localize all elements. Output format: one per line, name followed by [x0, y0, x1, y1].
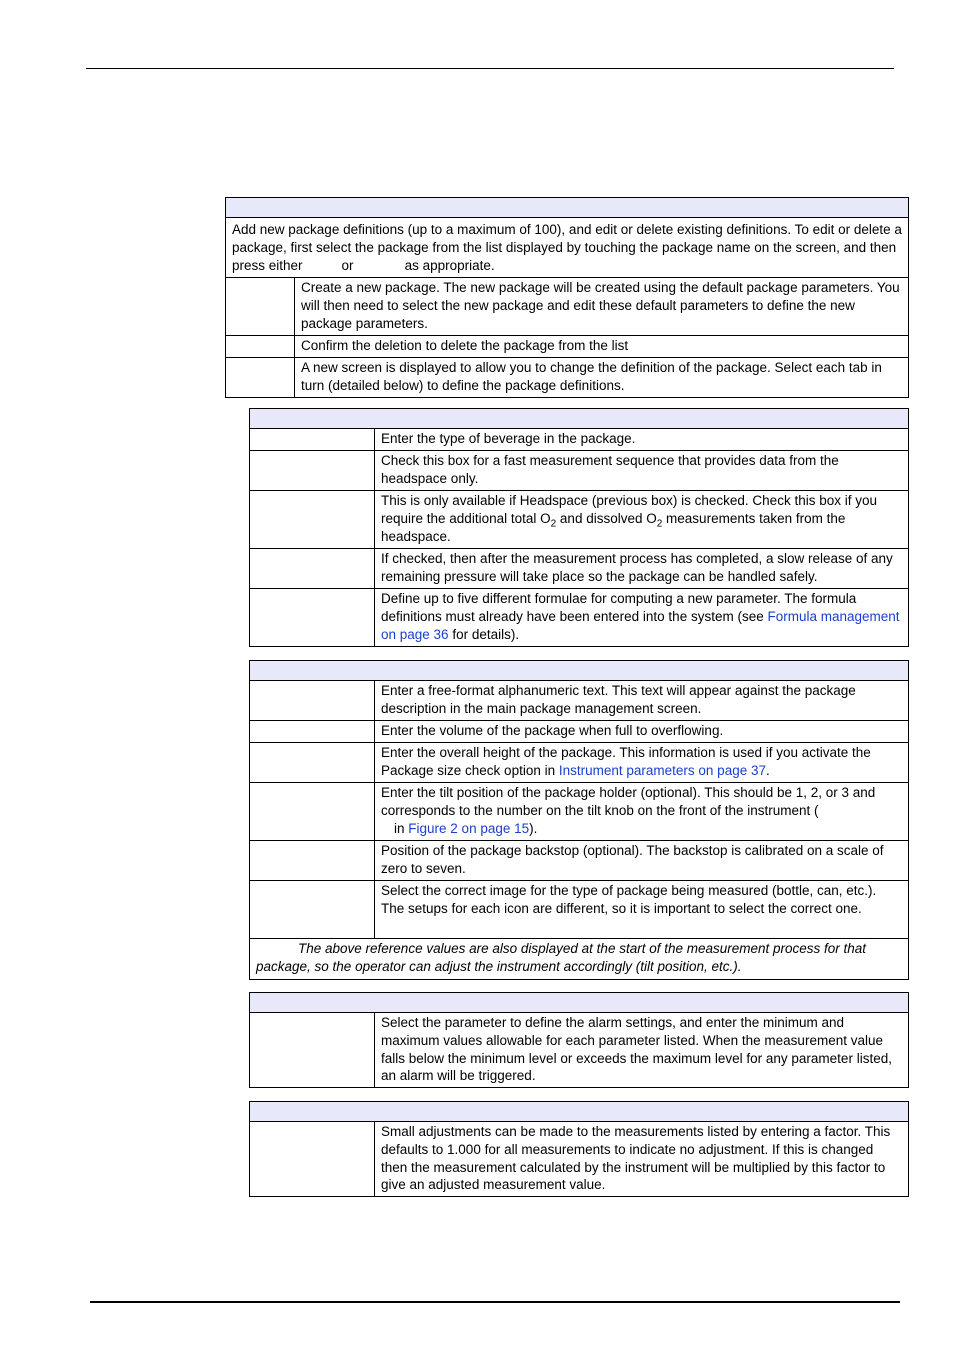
alarms-tab-header	[250, 993, 909, 1013]
alarms-tab-table	[249, 992, 909, 1088]
package-intro	[226, 218, 909, 278]
o2-text-a: This is only available if Headspace (previous box) is checked. Check this box if you require the additional total O	[381, 493, 877, 526]
tilt-description	[375, 783, 909, 841]
height-label-cell	[250, 743, 375, 783]
formulae-label-cell	[250, 589, 375, 647]
general-tab-header	[250, 409, 909, 429]
corrections-tab-header	[250, 1102, 909, 1122]
package-note	[250, 939, 909, 980]
formulae-after: for details).	[448, 626, 520, 642]
package-tab-table	[249, 660, 909, 980]
icon-label-cell	[250, 881, 375, 939]
figure-2-link[interactable]: Figure 2 on page 15	[408, 820, 530, 836]
package-intro-suffix: as appropriate.	[404, 257, 495, 273]
package-table-header	[226, 198, 909, 218]
description-description: Enter a free-format alphanumeric text. This text will appear against the package description in the main package management screen.	[375, 681, 909, 721]
alarms-description: Select the parameter to define the alarm settings, and enter the minimum and maximum values allowable for each parameter listed. When the measurement value falls below the minimum level or exceeds the maximum level for any parameter listed, an alarm will be triggered.	[375, 1013, 909, 1088]
headspace-extra-label-cell	[250, 491, 375, 549]
volume-description: Enter the volume of the package when full to overflowing.	[375, 721, 909, 743]
height-text: Enter the overall height of the package. This information is used if you activate the Package size check option in	[381, 745, 871, 778]
slow-release-description: If checked, then after the measurement process has completed, a slow release of any remaining pressure will take place so the package can be handled safely.	[375, 549, 909, 589]
headspace-description: Check this box for a fast measurement sequence that provides data from the headspace only.	[375, 451, 909, 491]
edit-description: A new screen is displayed to allow you to change the definition of the package. Select each tab in turn (detailed below) to define the package definitions.	[295, 357, 909, 397]
o2-text-c: measurements taken from the headspace.	[381, 510, 846, 544]
instrument-parameters-link[interactable]: Instrument parameters on page 37	[558, 762, 766, 778]
slow-release-label-cell	[250, 549, 375, 589]
package-note-text: The above reference values are also displayed at the start of the measurement process for that package, so the operator can adjust the instrument accordingly (tilt position, etc.).	[256, 941, 867, 974]
package-intro-text: Add new package definitions (up to a maximum of 100), and edit or delete existing definitions. To edit or delete a package, first select the package from the list displayed by touching the package name on the screen, and then press either	[232, 222, 902, 273]
edit-label-cell	[226, 357, 295, 397]
alarms-label-cell	[250, 1013, 375, 1088]
o2-text-b: and dissolved O	[556, 510, 657, 526]
delete-label-cell	[226, 335, 295, 357]
corrections-label-cell	[250, 1122, 375, 1197]
tilt-text: Enter the tilt position of the package holder (optional). This should be 1, 2, or 3 and corresponds to the number on the tilt knob on the front of the instrument (	[381, 785, 876, 818]
beverage-description: Enter the type of beverage in the package.	[375, 429, 909, 451]
corrections-description: Small adjustments can be made to the measurements listed by entering a factor. This defaults to 1.000 for all measurements to indicate no adjustment. If this is changed then the measurement calculated by the instrument will be multiplied by this factor to give an adjusted measurement value.	[375, 1122, 909, 1197]
o2-subscript-2: 2	[656, 518, 663, 530]
height-description	[375, 743, 909, 783]
package-tab-header	[250, 661, 909, 681]
package-management-table	[225, 197, 909, 398]
formula-management-link[interactable]: Formula management on page 36	[381, 608, 900, 642]
tilt-label-cell	[250, 783, 375, 841]
headspace-extra-description	[375, 491, 909, 549]
backstop-description: Position of the package backstop (optional). The backstop is calibrated on a scale of zero to seven.	[375, 841, 909, 881]
corrections-tab-table	[249, 1101, 909, 1197]
formulae-text: Define up to five different formulae for computing a new parameter. The formula definitions must already have been entered into the system (see	[381, 591, 857, 624]
new-description: Create a new package. The new package will be created using the default package parameters. You will then need to select the new package and edit these default parameters to define the new package parameters.	[295, 278, 909, 335]
top-rule	[86, 68, 894, 69]
new-label-cell	[226, 278, 295, 335]
formulae-description	[375, 589, 909, 647]
package-intro-or: or	[341, 257, 354, 273]
headspace-label-cell	[250, 451, 375, 491]
description-label-cell	[250, 681, 375, 721]
tilt-in: in	[394, 820, 405, 836]
volume-label-cell	[250, 721, 375, 743]
tilt-after: ).	[529, 820, 538, 836]
backstop-label-cell	[250, 841, 375, 881]
height-after: .	[765, 762, 770, 778]
general-tab-table	[249, 408, 909, 647]
o2-subscript-1: 2	[550, 518, 557, 530]
delete-description: Confirm the deletion to delete the package from the list	[295, 335, 909, 357]
beverage-label-cell	[250, 429, 375, 451]
bottom-rule	[90, 1301, 900, 1303]
icon-description: Select the correct image for the type of package being measured (bottle, can, etc.). The setups for each icon are different, so it is important to select the correct one.	[375, 881, 909, 939]
